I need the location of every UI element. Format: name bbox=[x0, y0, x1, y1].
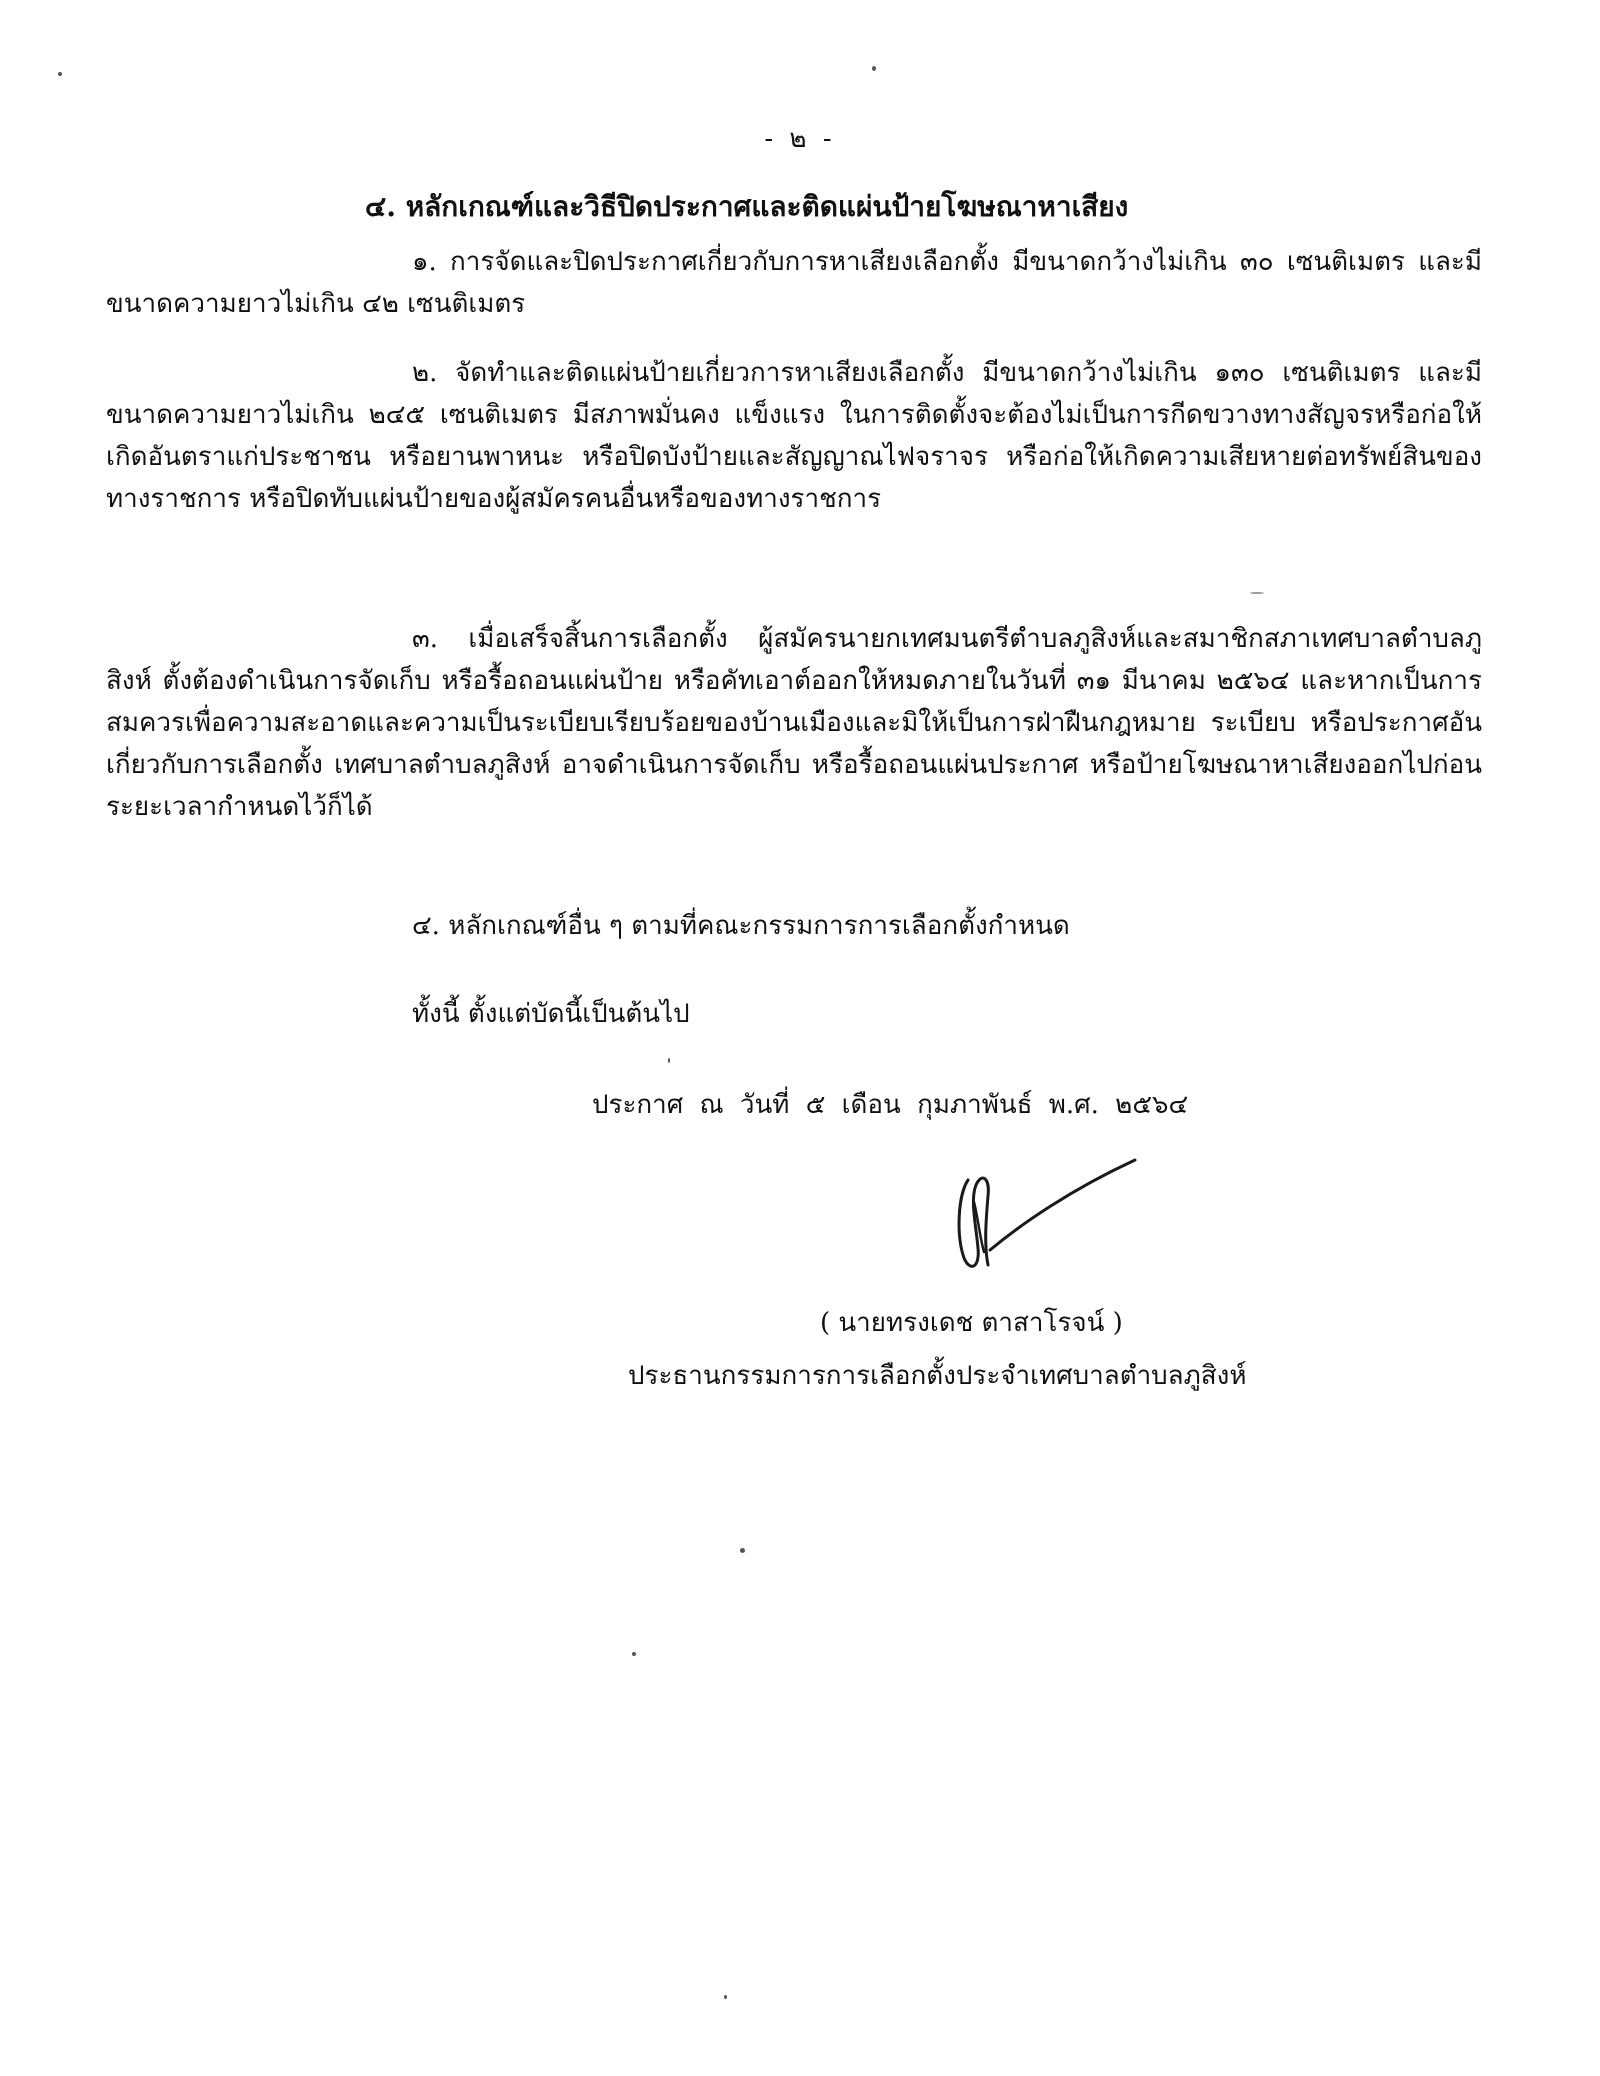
signer-name: ( นายทรงเดช ตาสาโรจน์ ) bbox=[820, 1308, 1123, 1338]
paragraph-3: ๓. เมื่อเสร็จสิ้นการเลือกตั้ง ผู้สมัครนายกเทศมนตรีตำบลภูสิงห์และสมาชิกสภาเทศบาลตำบลภูสิงห์ ตั้งต้องดำเนินการจัดเก็บ หรือรื้อถอนแผ่นป้าย หรือคัทเอาต์ออกให้หมดภายในวันที่ ๓๑ มีนาคม ๒๕๖๔ และหากเป็นการสมควรเพื่อความสะอาดและความเป็นระเบียบเรียบร้อยของบ้านเมืองและมิให้เป็นการฝ่าฝืนกฎหมาย ระเบียบ หรือประกาศอันเกี่ยวกับการเลือกตั้ง เทศบาลตำบลภูสิงห์ อาจดำเนินการจัดเก็บ หรือรื้อถอนแผ่นประกาศ หรือป้ายโฆษณาหาเสียงออกไปก่อนระยะเวลากำหนดไว้ก็ได้ bbox=[106, 624, 1482, 822]
announcement-date: ประกาศ ณ วันที่ ๕ เดือน กุมภาพันธ์ พ.ศ. ๒๕๖๔ bbox=[592, 1090, 1189, 1120]
scan-speck bbox=[872, 66, 876, 71]
scan-speck bbox=[668, 1058, 670, 1063]
scan-speck bbox=[1250, 592, 1264, 594]
section-heading: ๔. หลักเกณฑ์และวิธีปิดประกาศและติดแผ่นป้ายโฆษณาหาเสียง bbox=[365, 190, 1129, 223]
scan-speck bbox=[58, 72, 62, 76]
paragraph-1: ๑. การจัดและปิดประกาศเกี่ยวกับการหาเสียงเลือกตั้ง มีขนาดกว้างไม่เกิน ๓๐ เซนติเมตร และมีขนาดความยาวไม่เกิน ๔๒ เซนติเมตร bbox=[106, 247, 1482, 319]
page-number: - ๒ - bbox=[764, 124, 836, 154]
closing-statement: ทั้งนี้ ตั้งแต่บัดนี้เป็นต้นไป bbox=[412, 999, 690, 1029]
scan-speck bbox=[740, 1548, 745, 1553]
paragraph-2: ๒. จัดทำและติดแผ่นป้ายเกี่ยวการหาเสียงเลือกตั้ง มีขนาดกว้างไม่เกิน ๑๓๐ เซนติเมตร และมีขนาดความยาวไม่เกิน ๒๔๕ เซนติเมตร มีสภาพมั่นคง แข็งแรง ในการติดตั้งจะต้องไม่เป็นการกีดขวางทางสัญจรหรือก่อให้เกิดอันตราแก่ประชาชน หรือยานพาหนะ หรือปิดบังป้ายและสัญญาณไฟจราจร หรือก่อให้เกิดความเสียหายต่อทรัพย์สินของทางราชการ หรือปิดทับแผ่นป้ายของผู้สมัครคนอื่นหรือของทางราชการ bbox=[106, 358, 1482, 514]
paragraph-4: ๔. หลักเกณฑ์อื่น ๆ ตามที่คณะกรรมการการเลือกตั้งกำหนด bbox=[412, 911, 1070, 941]
scan-speck bbox=[632, 1652, 636, 1656]
scan-speck bbox=[724, 1995, 727, 1999]
signature bbox=[950, 1140, 1150, 1280]
signer-title: ประธานกรรมการการเลือกตั้งประจำเทศบาลตำบลภูสิงห์ bbox=[628, 1361, 1247, 1391]
